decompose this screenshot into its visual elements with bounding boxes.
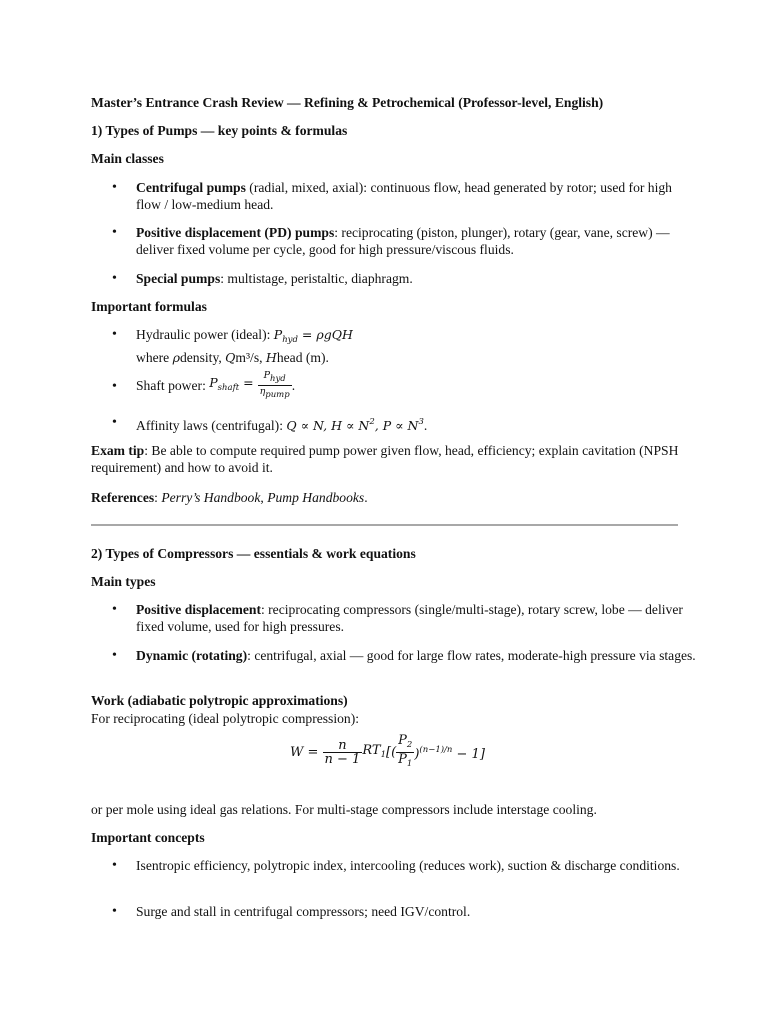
references-sep: :	[154, 490, 162, 505]
eq-bracket: )	[414, 747, 420, 762]
bullet: •	[112, 180, 117, 195]
frac-num: n	[323, 739, 363, 753]
bullet: •	[112, 379, 117, 394]
list-item-pd-pumps	[136, 224, 696, 258]
main-classes-heading: Main classes	[91, 151, 164, 166]
bullet: •	[112, 415, 117, 430]
list-item-positive-displacement	[136, 601, 696, 635]
eq-symbol: P	[209, 375, 218, 390]
bullet: •	[112, 648, 117, 663]
list-item-text: : centrifugal, axial — good for large flow rates, moderate-high pressure via stages.	[247, 648, 696, 663]
after-equation-text: or per mole using ideal gas relations. For multi-stage compressors include interstage cooling.	[91, 802, 597, 817]
eq-rt	[362, 743, 386, 758]
frac-num-sub: 2	[406, 740, 413, 750]
shaft-eq	[209, 375, 258, 393]
eq-text: , P ∝ N	[374, 418, 419, 433]
frac-den-sub: pump	[265, 390, 290, 400]
bullet: •	[112, 904, 117, 919]
document-title: Master’s Entrance Crash Review — Refining & Petrochemical (Professor-level, English)	[91, 95, 604, 110]
eq-symbol: P	[273, 327, 283, 342]
bullet: •	[112, 225, 117, 240]
eq-symbol: RT	[362, 742, 381, 758]
list-item-term: Positive displacement	[136, 602, 261, 617]
shaft-label: Shaft power:	[136, 378, 210, 393]
eq-fraction	[323, 739, 363, 766]
eq-tail: − 1]	[452, 747, 485, 762]
shaft-fraction	[258, 370, 292, 401]
list-item-hydraulic-power	[136, 326, 696, 366]
period: .	[364, 490, 368, 505]
references-label: References	[91, 490, 155, 505]
eq-text: Q ∝ N, H ∝ N	[286, 418, 370, 433]
section-divider	[91, 524, 678, 526]
list-item-concept: Isentropic efficiency, polytropic index, intercooling (reduces work), suction & discharge conditions.	[136, 858, 680, 873]
list-item-text: (radial, mixed, axial): continuous flow, head generated by rotor; used for high flow / low-medium head.	[136, 180, 672, 212]
pumps-heading: 1) Types of Pumps — key points & formulas	[91, 123, 348, 138]
exam-tip-text: : Be able to compute required pump power given flow, head, efficiency; explain cavitation (NPSH requirement) and how to avoid it.	[91, 443, 679, 475]
list-item-term: Centrifugal pumps	[136, 180, 246, 195]
frac-num: P	[263, 370, 270, 381]
compressors-heading: 2) Types of Compressors — essentials & work equations	[91, 546, 416, 561]
list-item-dynamic	[136, 647, 696, 664]
frac-den: η	[259, 386, 266, 397]
reference-item: Perry’s Handbook	[161, 490, 261, 505]
eq-lhs: W =	[290, 745, 323, 760]
list-item-term: Dynamic (rotating)	[136, 648, 248, 663]
list-item-shaft-power	[136, 370, 696, 401]
list-item-concept: Surge and stall in centrifugal compressors; need IGV/control.	[136, 904, 471, 919]
frac-num-sub: hyd	[269, 374, 286, 384]
list-item-text: : reciprocating (piston, plunger), rotary (gear, vane, screw) — deliver fixed volume per cycle, good for high pressure/viscous fluids.	[136, 225, 670, 257]
references-sep: ,	[260, 490, 268, 505]
list-item-term: Special pumps	[136, 271, 221, 286]
formulas-heading: Important formulas	[91, 299, 207, 314]
list-item-text: : multistage, peristaltic, diaphragm.	[220, 271, 413, 286]
exam-tip-label: Exam tip	[91, 443, 145, 458]
hydraulic-eq	[273, 327, 353, 345]
eq-pressure-ratio	[396, 734, 414, 771]
eq-subscript: hyd	[282, 335, 298, 345]
affinity-label: Affinity laws (centrifugal):	[136, 418, 287, 433]
list-item-affinity-laws	[136, 414, 696, 434]
eq-subscript: 1	[380, 749, 386, 760]
references	[91, 489, 368, 506]
bullet: •	[112, 858, 117, 873]
eq-operator: =	[239, 375, 258, 390]
eq-superscript: 2	[369, 417, 375, 427]
frac-num: P	[398, 733, 407, 748]
bullet: •	[112, 271, 117, 286]
affinity-eq	[286, 418, 424, 433]
q-symbol: Q	[225, 350, 236, 365]
work-heading: Work (adiabatic polytropic approximations)	[91, 693, 348, 708]
eq-superscript: 3	[418, 417, 424, 427]
period: .	[291, 378, 296, 393]
list-item-text: : reciprocating compressors (single/multi-stage), rotary screw, lobe — deliver fixed volume, used for high pressures.	[136, 602, 683, 634]
list-item-term: Positive displacement (PD) pumps	[136, 225, 335, 240]
bullet: •	[112, 327, 117, 342]
eq-subscript: shaft	[217, 383, 240, 393]
eq-bracket: [(	[386, 745, 397, 760]
frac-den: n − 1	[324, 752, 361, 767]
where-text: where	[136, 350, 173, 365]
frac-den-sub: 1	[406, 759, 413, 769]
main-types-heading: Main types	[91, 574, 156, 589]
rho-symbol: ρ	[172, 350, 180, 365]
frac-den: P	[398, 752, 407, 767]
where-text: m³/s,	[235, 350, 266, 365]
concepts-heading: Important concepts	[91, 830, 205, 845]
work-equation	[290, 734, 485, 771]
eq-exponent: (n−1)/n	[419, 745, 453, 755]
hydraulic-label: Hydraulic power (ideal):	[136, 327, 274, 342]
exam-tip	[91, 442, 681, 476]
reference-item: Pump Handbooks	[267, 490, 365, 505]
list-item-centrifugal-pumps	[136, 179, 696, 213]
list-item-special-pumps	[136, 270, 696, 287]
period: .	[423, 418, 428, 433]
bullet: •	[112, 602, 117, 617]
h-symbol: H	[265, 350, 277, 365]
work-intro: For reciprocating (ideal polytropic compression):	[91, 711, 360, 726]
where-text: density,	[179, 350, 226, 365]
eq-rhs: = ρgQH	[297, 327, 353, 342]
eq-exponent-group	[414, 747, 485, 762]
where-text: head (m).	[276, 350, 329, 365]
